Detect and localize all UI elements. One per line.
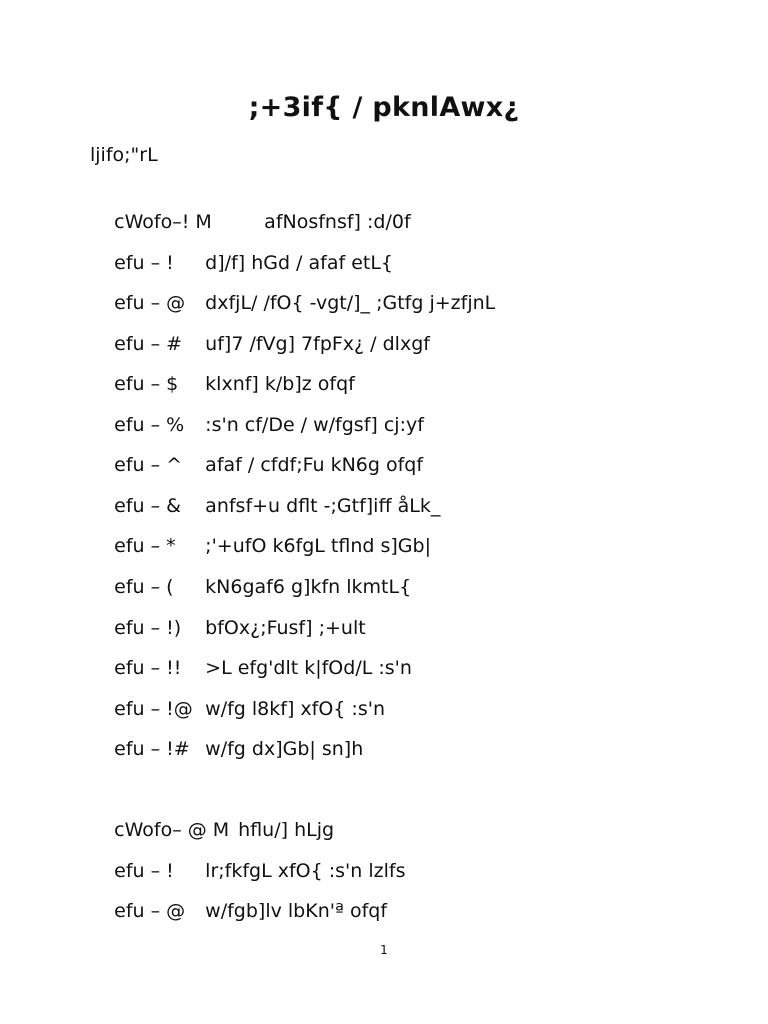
list-item [90, 264, 496, 314]
part-label: efu – !@ [114, 698, 193, 720]
list-item [90, 548, 412, 598]
list-item [90, 710, 364, 760]
part-label: efu – # [114, 333, 183, 355]
part-label: efu – $ [114, 373, 179, 395]
part-title: :s'n cf/De / w/fgsf] cj:yf [205, 414, 424, 436]
part-title: w/fgb]lv lbKn'ª ofqf [205, 900, 388, 922]
part-label: efu – @ [114, 900, 186, 922]
list-item [90, 224, 394, 274]
list-item [90, 305, 430, 355]
contents-heading: ljifo;"rL [90, 144, 158, 166]
part-label: efu – !! [114, 657, 182, 679]
list-item [90, 345, 355, 395]
part-title: w/fg l8kf] xfO{ :s'n [205, 698, 385, 720]
chapter-2-title: hflu/] hLjg [238, 819, 335, 841]
part-title: kN6gaf6 g]kfn lkmtL{ [205, 576, 412, 598]
list-item [90, 589, 366, 639]
document-title: ;+3if{ / pknlAwx¿ [248, 92, 520, 123]
part-title: w/fg dx]Gb| sn]h [205, 738, 364, 760]
part-title: anfsf+u dflt -;Gtf]iff åLk_ [205, 495, 441, 517]
part-title: afaf / cfdf;Fu kN6g ofqf [205, 454, 424, 476]
list-item [90, 670, 385, 720]
part-label: efu – @ [114, 292, 186, 314]
list-item [90, 426, 424, 476]
part-label: efu – ^ [114, 454, 183, 476]
chapter-2-heading [90, 791, 335, 841]
part-title: bfOx¿;Fusf] ;+ult [205, 617, 366, 639]
part-label: efu – ( [114, 576, 174, 598]
part-label: efu – ! [114, 252, 174, 274]
list-item [90, 507, 431, 557]
list-item [90, 629, 412, 679]
chapter-1-title: afNosfnsf] :d/0f [264, 211, 411, 233]
chapter-2-label: cWofo– @ M [114, 819, 230, 841]
part-title: dxfjL/ /fO{ -vgt/]_ ;Gtfg j+zfjnL [205, 292, 496, 314]
part-label: efu – !# [114, 738, 190, 760]
part-title: ;'+ufO k6fgL tflnd s]Gb| [205, 535, 431, 557]
list-item [90, 467, 441, 517]
page-number: 1 [380, 943, 388, 957]
part-label: efu – * [114, 535, 176, 557]
part-label: efu – % [114, 414, 185, 436]
part-title: d]/f] hGd / afaf etL{ [205, 252, 394, 274]
part-title: klxnf] k/b]z ofqf [205, 373, 355, 395]
list-item [90, 386, 424, 436]
part-title: >L efg'dlt k|fOd/L :s'n [205, 657, 412, 679]
part-label: efu – !) [114, 617, 182, 639]
part-title: uf]7 /fVg] 7fpFx¿ / dlxgf [205, 333, 430, 355]
part-label: efu – & [114, 495, 181, 517]
part-title: lr;fkfgL xfO{ :s'n lzlfs [205, 860, 406, 882]
part-label: efu – ! [114, 860, 174, 882]
list-item [90, 832, 406, 882]
chapter-1-label: cWofo–! M [114, 211, 212, 233]
list-item [90, 872, 388, 922]
chapter-1-heading [90, 183, 411, 233]
